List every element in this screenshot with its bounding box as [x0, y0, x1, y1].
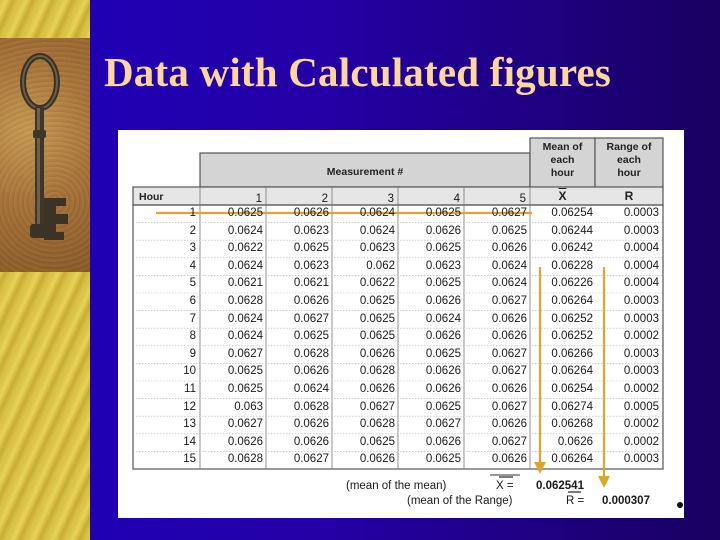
measurement-number: 1	[255, 193, 262, 205]
mean-cell: 0.06268	[551, 418, 593, 431]
measurement-cell: 0.0624	[227, 259, 263, 272]
measurement-cell: 0.0626	[359, 383, 395, 395]
measurement-cell: 0.0625	[491, 224, 527, 237]
measurement-cell: 0.0628	[359, 418, 395, 431]
measurement-cell: 0.0623	[425, 259, 461, 272]
hour-cell: 7	[189, 312, 196, 325]
range-cell: 0.0003	[623, 207, 659, 219]
measurement-cell: 0.0625	[227, 207, 263, 219]
measurement-cell: 0.0627	[491, 365, 527, 378]
mean-cell: 0.06252	[551, 312, 593, 325]
measurement-cell: 0.0626	[425, 365, 461, 378]
mean-cell: 0.06244	[551, 224, 593, 237]
measurement-cell: 0.0626	[359, 453, 395, 466]
range-symbol: R =	[566, 495, 585, 507]
measurement-cell: 0.0623	[293, 259, 329, 272]
measurement-cell: 0.063	[234, 400, 263, 413]
mean-cell: 0.06252	[551, 330, 593, 343]
range-cell: 0.0002	[623, 418, 659, 431]
xbar-symbol: $\overline{X}$	[558, 189, 567, 203]
measurement-cell: 0.0626	[293, 295, 329, 307]
measurement-cell: 0.0624	[227, 312, 263, 325]
measurement-cell: 0.0624	[491, 277, 527, 290]
measurement-cell: 0.0625	[425, 242, 461, 255]
measurement-cell: 0.0626	[491, 453, 527, 466]
range-cell: 0.0003	[623, 312, 659, 325]
range-header-line: hour	[617, 167, 641, 179]
measurement-cell: 0.0625	[425, 453, 461, 466]
hour-cell: 1	[189, 207, 196, 219]
hour-cell: 12	[183, 400, 196, 413]
hour-cell: 8	[189, 330, 196, 343]
measurement-cell: 0.0625	[359, 312, 395, 325]
rbar-symbol: R	[624, 189, 634, 203]
measurement-cell: 0.0624	[227, 330, 263, 343]
hour-cell: 11	[184, 383, 196, 395]
mean-cell: 0.06226	[551, 277, 593, 290]
measurement-cell: 0.0626	[491, 242, 527, 255]
measurement-cell: 0.0625	[425, 207, 461, 219]
measurement-cell: 0.0625	[425, 277, 461, 290]
measurement-cell: 0.0627	[491, 347, 527, 360]
range-cell: 0.0004	[623, 277, 659, 290]
data-table-panel	[118, 130, 684, 518]
measurement-header: Measurement #	[326, 166, 404, 178]
range-cell: 0.0004	[623, 259, 659, 272]
measurement-cell: 0.0625	[425, 400, 461, 413]
measurement-cell: 0.0627	[227, 418, 263, 431]
range-cell: 0.0004	[623, 242, 659, 255]
hour-cell: 10	[183, 365, 196, 378]
measurement-cell: 0.0624	[293, 383, 329, 395]
range-cell: 0.0003	[623, 347, 659, 360]
measurement-cell: 0.0624	[227, 224, 263, 237]
measurement-cell: 0.0627	[293, 453, 329, 466]
measurement-cell: 0.0626	[491, 330, 527, 343]
measurement-cell: 0.0621	[227, 277, 263, 290]
key-photo	[0, 38, 90, 272]
slide-title: Data with Calculated figures	[104, 49, 612, 95]
range-header-line: each	[617, 154, 641, 166]
measurement-number: 3	[387, 193, 394, 205]
measurement-cell: 0.0625	[425, 347, 461, 360]
measurement-cell: 0.0623	[293, 224, 329, 237]
mean-cell: 0.06254	[551, 383, 593, 395]
measurement-cell: 0.0628	[293, 347, 329, 360]
measurement-cell: 0.0621	[293, 277, 329, 290]
mean-caption: (mean of the mean)	[346, 480, 447, 492]
measurement-cell: 0.0626	[425, 295, 461, 307]
mean-cell: 0.06264	[551, 365, 593, 378]
hour-cell: 3	[189, 242, 196, 255]
measurement-cell: 0.0626	[425, 224, 461, 237]
measurement-cell: 0.0626	[425, 383, 461, 395]
measurement-cell: 0.0626	[359, 347, 395, 360]
measurement-cell: 0.0624	[491, 259, 527, 272]
measurement-cell: 0.0626	[293, 435, 329, 448]
mean-header-line: hour	[550, 167, 575, 179]
measurement-cell: 0.0627	[491, 435, 527, 448]
mean-cell: 0.06264	[551, 295, 593, 307]
range-cell: 0.0003	[623, 295, 659, 307]
mean-symbol: X =	[496, 480, 514, 492]
measurement-cell: 0.0626	[293, 207, 329, 219]
measurement-cell: 0.0627	[491, 400, 527, 413]
bullet-point	[677, 502, 683, 508]
measurement-cell: 0.0626	[491, 418, 527, 431]
measurement-cell: 0.0627	[359, 400, 395, 413]
measurement-cell: 0.0626	[293, 365, 329, 378]
key-icon	[0, 38, 90, 272]
measurement-cell: 0.0627	[227, 347, 263, 360]
mean-cell: 0.06228	[551, 259, 593, 272]
measurement-cell: 0.0622	[227, 242, 263, 255]
range-cell: 0.0005	[623, 400, 659, 413]
measurement-cell: 0.0627	[491, 207, 527, 219]
hour-column-header: Hour	[139, 191, 164, 203]
measurement-cell: 0.0624	[425, 312, 461, 325]
mean-header-line: Mean of	[542, 141, 583, 153]
measurement-cell: 0.0626	[425, 330, 461, 343]
measurement-cell: 0.0626	[227, 435, 263, 448]
measurement-cell: 0.0626	[425, 435, 461, 448]
hour-cell: 9	[189, 347, 196, 360]
measurement-cell: 0.0626	[491, 383, 527, 395]
measurement-cell: 0.0625	[293, 330, 329, 343]
range-cell: 0.0002	[623, 435, 659, 448]
measurement-cell: 0.0625	[359, 435, 395, 448]
measurement-number: 2	[321, 193, 328, 205]
mean-value: 0.062541	[536, 480, 584, 492]
measurement-cell: 0.0628	[293, 400, 329, 413]
hour-cell: 13	[183, 418, 196, 431]
hour-cell: 2	[189, 224, 196, 237]
range-value: 0.000307	[602, 495, 650, 507]
mean-cell: 0.06274	[551, 400, 593, 413]
measurement-cell: 0.0623	[359, 242, 395, 255]
measurement-cell: 0.0624	[359, 224, 395, 237]
measurement-cell: 0.0626	[293, 418, 329, 431]
measurement-cell: 0.0625	[227, 365, 263, 378]
measurement-cell: 0.0628	[227, 295, 263, 307]
hour-cell: 5	[189, 277, 196, 290]
mean-header-line: each	[550, 154, 575, 166]
measurement-cell: 0.0624	[359, 207, 395, 219]
range-cell: 0.0002	[623, 383, 659, 395]
hour-cell: 6	[189, 295, 196, 307]
measurement-cell: 0.0627	[491, 295, 527, 307]
hour-cell: 14	[183, 435, 196, 448]
range-cell: 0.0003	[623, 224, 659, 237]
range-cell: 0.0003	[623, 365, 659, 378]
hour-cell: 4	[189, 259, 196, 272]
mean-cell: 0.06254	[551, 207, 593, 219]
measurement-cell: 0.062	[366, 259, 395, 272]
measurement-cell: 0.0625	[359, 295, 395, 307]
measurement-cell: 0.0627	[425, 418, 461, 431]
mean-cell: 0.06266	[551, 347, 593, 360]
measurement-number: 5	[519, 193, 526, 205]
measurement-cell: 0.0627	[293, 312, 329, 325]
measurement-cell: 0.0626	[491, 312, 527, 325]
measurement-cell: 0.0625	[293, 242, 329, 255]
range-cell: 0.0003	[623, 453, 659, 466]
measurement-cell: 0.0625	[227, 383, 263, 395]
range-arrowhead	[598, 476, 610, 488]
measurement-number: 4	[453, 193, 460, 205]
range-caption: (mean of the Range)	[407, 495, 513, 507]
measurement-cell: 0.0628	[227, 453, 263, 466]
measurement-cell: 0.0628	[359, 365, 395, 378]
mean-cell: 0.06242	[551, 242, 593, 255]
hour-cell: 15	[183, 453, 196, 466]
measurement-cell: 0.0622	[359, 277, 395, 290]
mean-cell: 0.0626	[557, 435, 593, 448]
range-cell: 0.0002	[623, 330, 659, 343]
measurement-cell: 0.0625	[359, 330, 395, 343]
range-header-line: Range of	[606, 141, 652, 153]
mean-cell: 0.06264	[551, 453, 593, 466]
